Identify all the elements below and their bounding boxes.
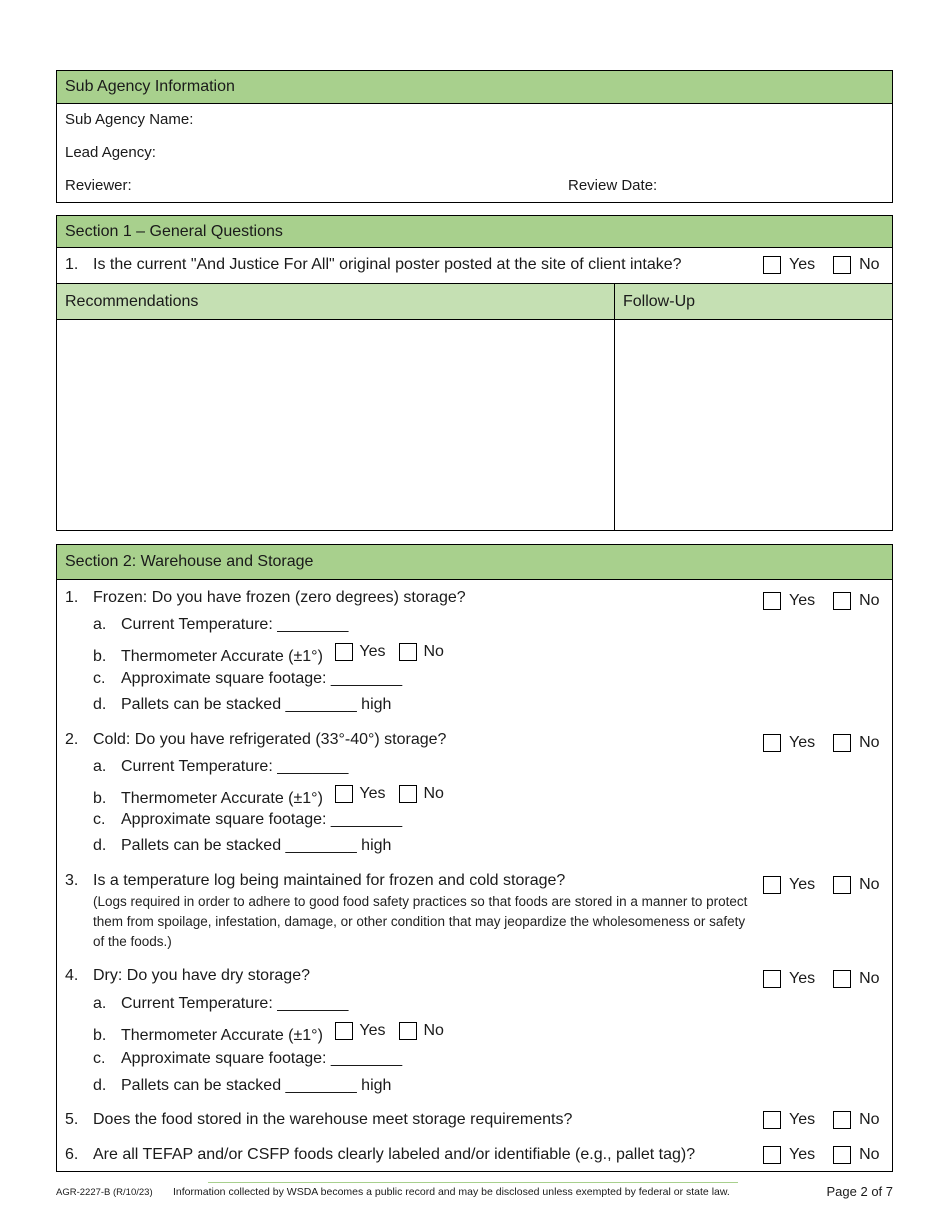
public-record-notice: Information collected by WSDA becomes a public record and may be disclosed unless exempted by federal or state law. (173, 1186, 730, 1198)
sub-item-c (93, 811, 402, 829)
no-label: No (859, 1146, 880, 1163)
yes-no-group (763, 734, 880, 752)
sub-item-a (93, 758, 348, 776)
yes-checkbox[interactable] (763, 592, 781, 610)
item-letter: b. (93, 648, 107, 665)
no-checkbox[interactable] (833, 1146, 851, 1164)
no-checkbox[interactable] (833, 1111, 851, 1129)
thermometer-yes-no (335, 643, 444, 661)
item-letter: c. (93, 1050, 106, 1067)
question-text: Is the current "And Justice For All" original poster posted at the site of client intake? (93, 256, 682, 273)
yes-checkbox[interactable] (763, 256, 781, 274)
item-text: Current Temperature: ________ (121, 758, 349, 775)
storage-question-3 (65, 872, 565, 890)
yes-label: Yes (789, 876, 816, 893)
no-checkbox[interactable] (399, 785, 417, 803)
yes-label: Yes (359, 1022, 386, 1039)
sub-item-d (93, 696, 391, 714)
thermometer-yes-no (335, 1022, 444, 1040)
section-1-question-row (57, 248, 892, 284)
sub-agency-name-label: Sub Agency Name: (65, 111, 194, 128)
no-label: No (859, 1111, 880, 1128)
question-number: 5. (65, 1111, 79, 1128)
item-text: Approximate square footage: ________ (121, 811, 403, 828)
lead-agency-label: Lead Agency: (65, 144, 156, 161)
yes-checkbox[interactable] (335, 1022, 353, 1040)
yes-checkbox[interactable] (335, 785, 353, 803)
storage-question-6 (65, 1146, 695, 1164)
page-footer (56, 1180, 893, 1210)
sub-item-d (93, 837, 391, 855)
no-label: No (859, 734, 880, 751)
storage-question-5 (65, 1111, 572, 1129)
sub-item-d (93, 1077, 391, 1095)
yes-no-group (763, 1111, 880, 1129)
footer-divider (208, 1182, 738, 1183)
question-text: Are all TEFAP and/or CSFP foods clearly labeled and/or identifiable (e.g., pallet tag)? (93, 1146, 696, 1163)
item-letter: c. (93, 670, 106, 687)
review-date-label: Review Date: (568, 177, 658, 194)
sub-item-a (93, 995, 348, 1013)
temperature-log-note: (Logs required in order to adhere to good food safety practices so that foods are stored in a manner to protect them from spoilage, infestation, damage, or other condition that may jeopardize the wholesomeness or safety of the foods.) (93, 894, 748, 949)
question-text: Does the food stored in the warehouse meet storage requirements? (93, 1111, 573, 1128)
section-2 (56, 544, 893, 1172)
storage-question-4 (65, 967, 310, 985)
follow-up-field[interactable] (615, 320, 892, 530)
yes-label: Yes (359, 785, 386, 802)
yes-label: Yes (789, 970, 816, 987)
sub-item-b (93, 643, 444, 666)
no-label: No (859, 876, 880, 893)
question-number: 1. (65, 589, 79, 606)
yes-checkbox[interactable] (335, 643, 353, 661)
item-letter: d. (93, 837, 107, 854)
yes-label: Yes (789, 734, 816, 751)
no-label: No (859, 592, 880, 609)
no-checkbox[interactable] (833, 876, 851, 894)
no-checkbox[interactable] (833, 592, 851, 610)
item-text: Pallets can be stacked ________ high (121, 1077, 392, 1094)
no-checkbox[interactable] (833, 970, 851, 988)
no-checkbox[interactable] (833, 256, 851, 274)
yes-no-group (763, 1146, 880, 1164)
thermometer-yes-no (335, 785, 444, 803)
item-text: Current Temperature: ________ (121, 616, 349, 633)
recommendations-header: Recommendations (57, 284, 615, 320)
item-text: Thermometer Accurate (±1°) (121, 790, 323, 807)
item-letter: a. (93, 758, 107, 775)
sub-item-b (93, 785, 444, 808)
yes-label: Yes (789, 592, 816, 609)
item-text: Thermometer Accurate (±1°) (121, 648, 323, 665)
item-letter: d. (93, 1077, 107, 1094)
yes-no-group (763, 592, 880, 610)
question-number: 4. (65, 967, 79, 984)
yes-checkbox[interactable] (763, 734, 781, 752)
question-number: 6. (65, 1146, 79, 1163)
recommendations-field[interactable] (57, 320, 615, 530)
no-label: No (859, 256, 880, 273)
yes-no-group (763, 876, 880, 894)
form-id: AGR-2227-B (R/10/23) (56, 1187, 153, 1198)
storage-question-1 (65, 589, 466, 607)
item-letter: a. (93, 616, 107, 633)
sub-item-a (93, 616, 348, 634)
item-text: Pallets can be stacked ________ high (121, 696, 392, 713)
yes-checkbox[interactable] (763, 876, 781, 894)
question-number: 3. (65, 872, 79, 889)
item-letter: b. (93, 790, 107, 807)
section-1 (56, 215, 893, 531)
yes-no-group (763, 256, 880, 274)
yes-checkbox[interactable] (763, 1146, 781, 1164)
question-number: 2. (65, 731, 79, 748)
storage-question-2 (65, 731, 446, 749)
no-checkbox[interactable] (833, 734, 851, 752)
no-checkbox[interactable] (399, 643, 417, 661)
question-text: Is a temperature log being maintained for frozen and cold storage? (93, 872, 566, 889)
page-number: Page 2 of 7 (826, 1184, 893, 1199)
item-letter: a. (93, 995, 107, 1012)
sub-item-c (93, 1050, 402, 1068)
item-letter: d. (93, 696, 107, 713)
yes-checkbox[interactable] (763, 1111, 781, 1129)
no-label: No (423, 643, 444, 660)
yes-checkbox[interactable] (763, 970, 781, 988)
item-text: Approximate square footage: ________ (121, 670, 403, 687)
sub-item-b (93, 1022, 444, 1045)
item-text: Thermometer Accurate (±1°) (121, 1027, 323, 1044)
question-text: Frozen: Do you have frozen (zero degrees) storage? (93, 589, 466, 606)
yes-label: Yes (359, 643, 386, 660)
section-1-question-1 (65, 256, 682, 274)
question-number: 1. (65, 256, 79, 273)
item-text: Approximate square footage: ________ (121, 1050, 403, 1067)
no-checkbox[interactable] (399, 1022, 417, 1040)
item-letter: b. (93, 1027, 107, 1044)
no-label: No (423, 1022, 444, 1039)
yes-label: Yes (789, 1146, 816, 1163)
sub-item-c (93, 670, 402, 688)
sub-agency-section (56, 70, 893, 203)
item-letter: c. (93, 811, 106, 828)
reviewer-label: Reviewer: (65, 177, 132, 194)
section-1-header: Section 1 – General Questions (57, 216, 892, 248)
follow-up-header: Follow-Up (615, 284, 892, 320)
section-2-header: Section 2: Warehouse and Storage (57, 545, 892, 580)
yes-no-group (763, 970, 880, 988)
yes-label: Yes (789, 1111, 816, 1128)
question-text: Dry: Do you have dry storage? (93, 967, 310, 984)
yes-label: Yes (789, 256, 816, 273)
question-text: Cold: Do you have refrigerated (33°-40°) storage? (93, 731, 447, 748)
no-label: No (423, 785, 444, 802)
item-text: Current Temperature: ________ (121, 995, 349, 1012)
item-text: Pallets can be stacked ________ high (121, 837, 392, 854)
sub-agency-header: Sub Agency Information (57, 71, 892, 104)
no-label: No (859, 970, 880, 987)
